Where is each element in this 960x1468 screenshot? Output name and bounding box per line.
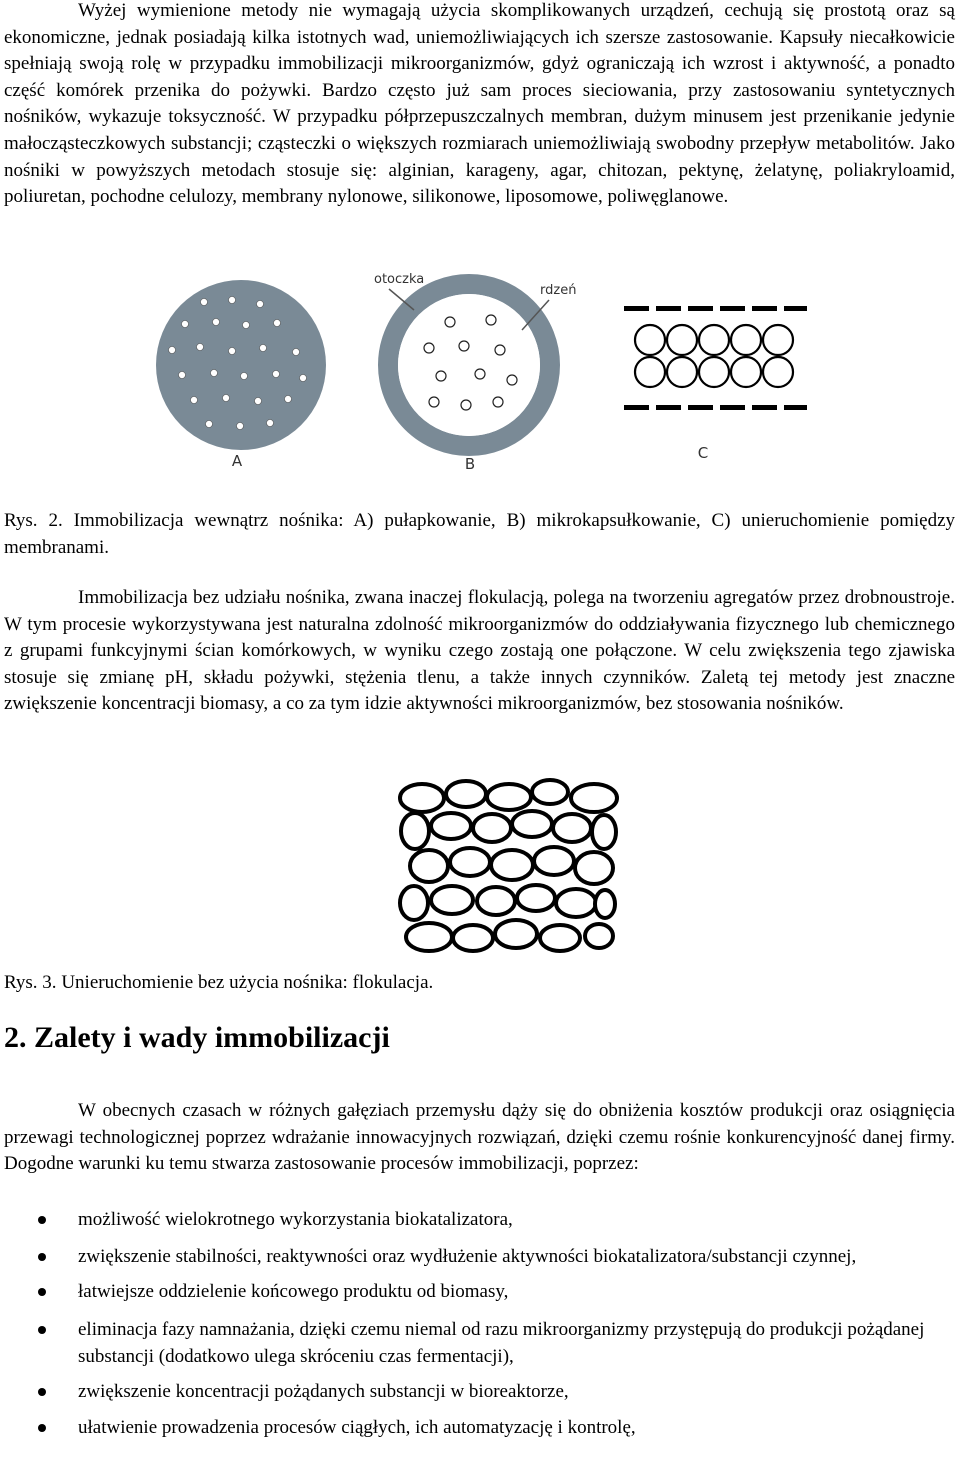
bullet-icon: [38, 1253, 46, 1261]
bullet-icon: [38, 1326, 46, 1334]
list-item-text: ułatwienie prowadzenia procesów ciągłych, ich automatyzację i kontrolę,: [78, 1417, 636, 1438]
label-otoczka: otoczka: [374, 272, 425, 287]
figure3-caption: [4, 969, 955, 996]
flocculation-diagram: [4, 776, 955, 961]
list-item: [4, 1414, 955, 1441]
list-item: [4, 1278, 955, 1305]
paragraph-flocculation: Immobilizacja bez udziału nośnika, zwana inaczej flokulacją, polega na tworzeniu agregatów przez drobnoustroje. W tym procesie wykorzystywana jest naturalna zdolność mikroorganizmów do oddziaływania fizycznego lub chemicznego z grupami funkcyjnymi ścian komórkowych, w wyniku czego zostają one połączone. W celu zwiększenia tego zjawiska stosuje się zmianę pH, składu pożywki, stężenia tlenu, a także innych czynników. Zaletą tej metody jest znaczne zwiększenie koncentracji biomasy, a co za tym idzie aktywności mikroorganizmów, bez stosowania nośników.: [4, 587, 955, 715]
list-item: [4, 1316, 955, 1370]
membrane-top-c: [624, 306, 807, 311]
membrane-bottom-c: [624, 405, 807, 410]
label-rdzen: rdzeń: [540, 283, 577, 298]
label-a: A: [231, 452, 243, 470]
list-item: [4, 1206, 955, 1233]
flocculated-cells: [400, 780, 617, 951]
bullet-icon: [38, 1388, 46, 1396]
paragraph-carrier-methods: Wyżej wymienione metody nie wymagają użycia skomplikowanych urządzeń, cechują się prostotą oraz są ekonomiczne, jednak posiadają kilka istotnych wad, uniemożliwiających ich szersze zastosowanie. Kapsuły niecałkowicie spełniają swoją rolę w przypadku immobilizacji mikroorganizmów, gdyż ograniczają ich wzrost i aktywność, a ponadto część komórek przenika do pożywki. Bardzo często już sam proces sieciowania, przy zastosowaniu syntetycznych nośników, wykazuje toksyczność. W przypadku półprzepuszczalnych membran, dużym minusem jest przenikanie jedynie małocząsteczkowych substancji; cząsteczki o większych rozmiarach uniemożliwiają swobodny przepływ metabolitów. Jako nośniki w powyższych metodach stosuje się: alginian, karageny, agar, chitozan, pektynę, żelatynę, poliakryloamid, poliuretan, pochodne celulozy, membrany nylonowe, silikonowe, liposomowe, poliwęglanowe.: [4, 0, 955, 208]
list-item-text: eliminacja fazy namnażania, dzięki czemu niemal od razu mikroorganizmy przystępują do produkcji pożądanej substancji (dodatkowo ulega skróceniu czas fermentacji),: [78, 1319, 925, 1367]
label-b: B: [464, 455, 476, 473]
figure-flocculation: [4, 776, 955, 961]
list-item: [4, 1378, 955, 1405]
figure2-diagram: [4, 270, 955, 480]
label-c: C: [697, 444, 709, 462]
advantages-list: [4, 1206, 955, 1451]
list-item-text: możliwość wielokrotnego wykorzystania biokatalizatora,: [78, 1209, 513, 1230]
figure3-caption-text: Unieruchomienie bez użycia nośnika: flokulacja.: [61, 972, 434, 993]
list-item-text: łatwiejsze oddzielenie końcowego produktu od biomasy,: [78, 1281, 509, 1302]
list-item-text: zwiększenie koncentracji pożądanych substancji w bioreaktorze,: [78, 1381, 569, 1402]
bullet-icon: [38, 1288, 46, 1296]
figure2-caption-label: Rys. 2.: [4, 510, 63, 531]
bullet-icon: [38, 1216, 46, 1224]
section-heading: 2. Zalety i wady immobilizacji: [4, 1021, 390, 1054]
list-item-text: zwiększenie stabilności, reaktywności oraz wydłużenie aktywności biokatalizatora/substancji czynnej,: [78, 1246, 857, 1267]
list-item: [4, 1243, 955, 1270]
paragraph-advantages-intro: W obecnych czasach w różnych gałęziach przemysłu dąży się do obniżenia kosztów produkcji oraz osiągnięcia przewagi technologicznej poprzez wdrażanie innowacyjnych rozwiązań, dzięki czemu rośnie konkurencyjność danej firmy. Dogodne warunki ku temu stwarza zastosowanie procesów immobilizacji, poprzez:: [4, 1100, 955, 1175]
cells-between-membranes-c: [635, 325, 793, 387]
figure-immobilization-inside-carrier: [4, 270, 955, 480]
capsule-core-b: [398, 294, 540, 436]
bullet-icon: [38, 1424, 46, 1432]
figure3-caption-label: Rys. 3.: [4, 972, 57, 993]
figure2-caption-text: Immobilizacja wewnątrz nośnika: A) pułapkowanie, B) mikrokapsułkowanie, C) unieruchomienie pomiędzy membranami.: [4, 510, 956, 558]
figure2-caption: [4, 507, 955, 561]
